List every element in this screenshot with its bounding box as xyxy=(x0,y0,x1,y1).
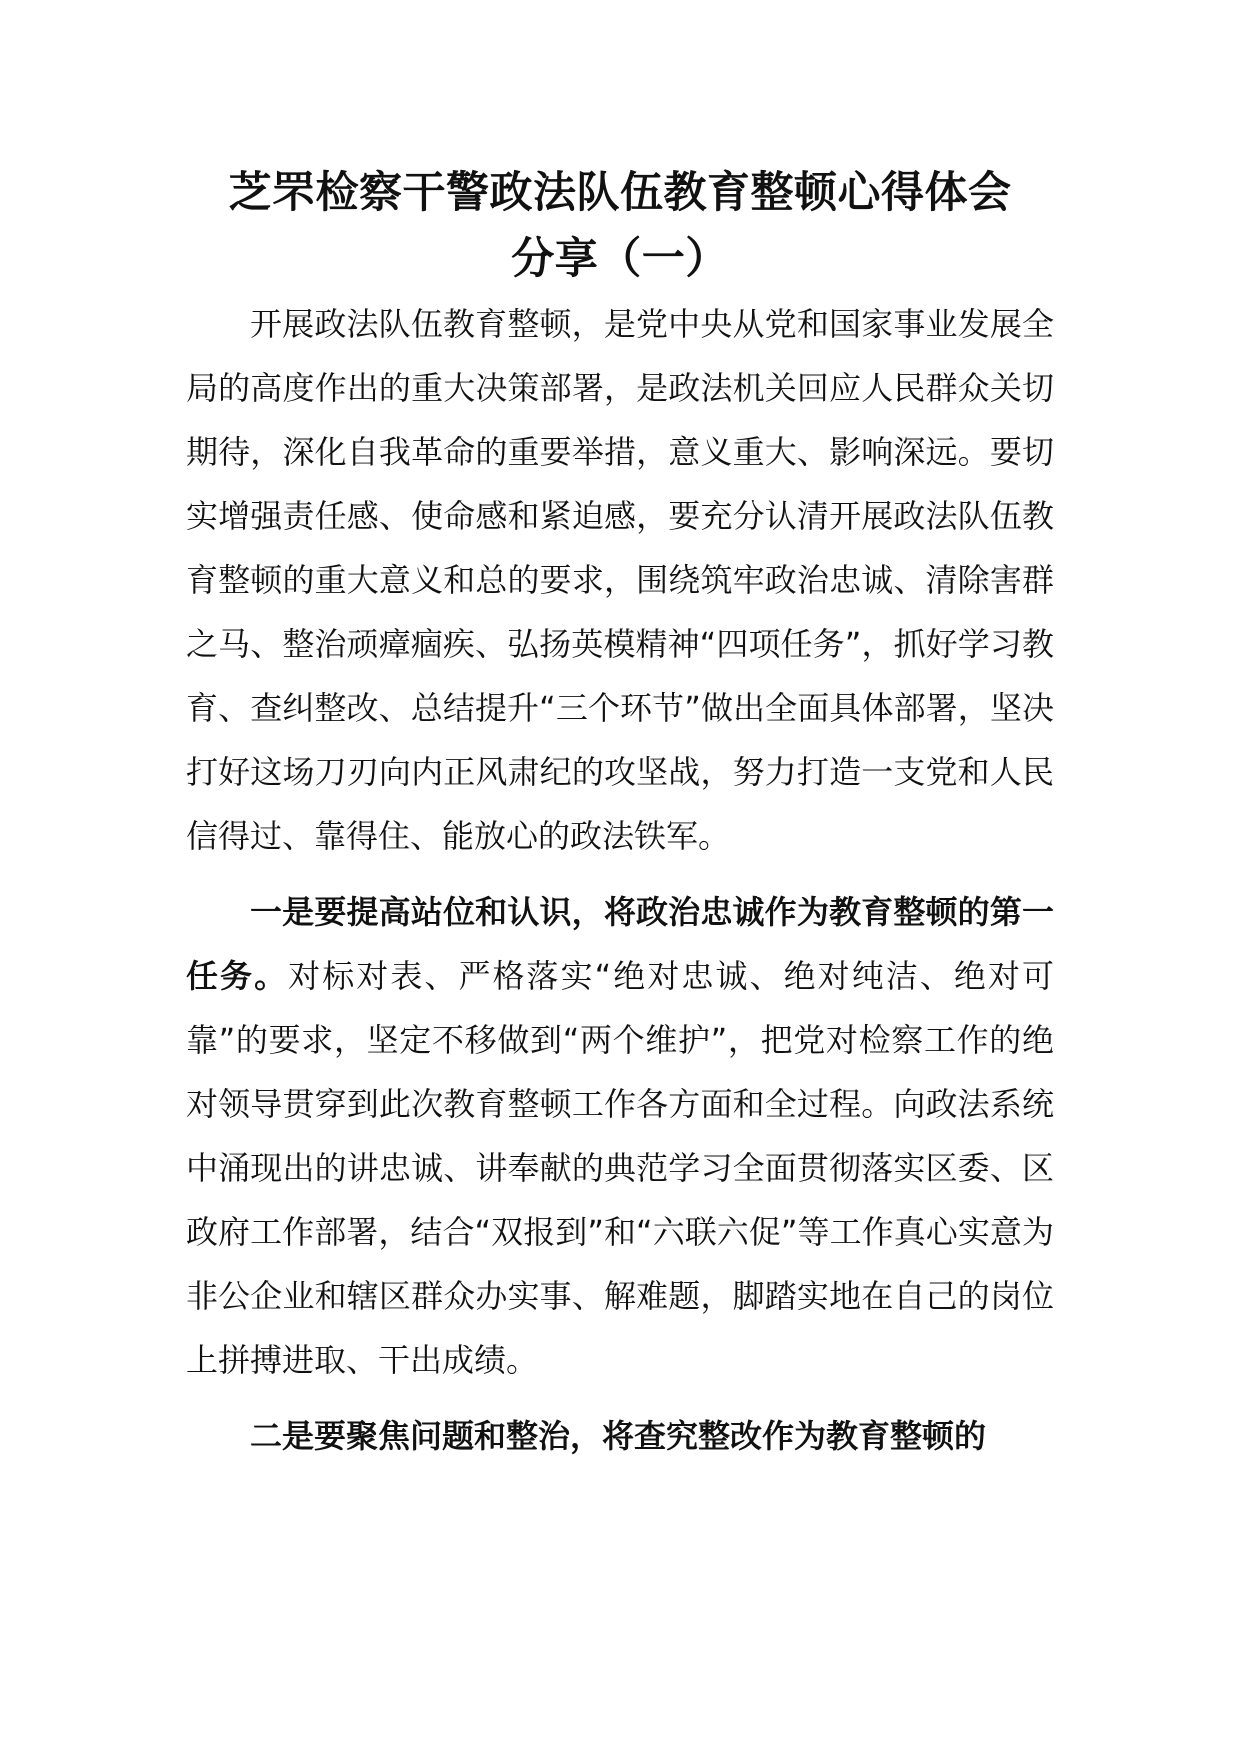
title-line-1: 芝罘检察干警政法队伍教育整顿心得体会 xyxy=(228,168,1012,218)
document-page xyxy=(186,160,1054,1468)
paragraph-point-1 xyxy=(186,880,1054,1392)
paragraph-point-2 xyxy=(186,1404,1054,1468)
document-title xyxy=(186,160,1054,292)
paragraph-text: 开展政法队伍教育整顿，是党中央从党和国家事业发展全局的高度作出的重大决策部署，是政法机关回应人民群众关切期待，深化自我革命的重要举措，意义重大、影响深远。要切实增强责任感、使命感和紧迫感，要充分认清开展政法队伍教育整顿的重大意义和总的要求，围绕筑牢政治忠诚、清除害群之马、整治顽瘴痼疾、弘扬英模精神“四项任务”，抓好学习教育、查纠整改、总结提升“三个环节”做出全面具体部署，坚决打好这场刀刃向内正风肃纪的攻坚战，努力打造一支党和人民信得过、靠得住、能放心的政法铁军。 xyxy=(186,305,1054,855)
paragraph-intro xyxy=(186,292,1054,868)
paragraph-lead: 一是要提高站位和认识，将政治忠诚作为教育整顿的第一任务。 xyxy=(186,893,1054,995)
paragraph-lead: 二是要聚焦问题和整治，将查究整改作为教育整顿的 xyxy=(250,1417,987,1455)
paragraph-text: 对标对表、严格落实“绝对忠诚、绝对纯洁、绝对可靠”的要求，坚定不移做到“两个维护”，把党对检察工作的绝对领导贯穿到此次教育整顿工作各方面和全过程。向政法系统中涌现出的讲忠诚、讲奉献的典范学习全面贯彻落实区委、区政府工作部署，结合“双报到”和“六联六促”等工作真心实意为非公企业和辖区群众办实事、解难题，脚踏实地在自己的岗位上拼搏进取、干出成绩。 xyxy=(186,957,1054,1379)
title-line-2: 分享（一） xyxy=(511,234,729,284)
